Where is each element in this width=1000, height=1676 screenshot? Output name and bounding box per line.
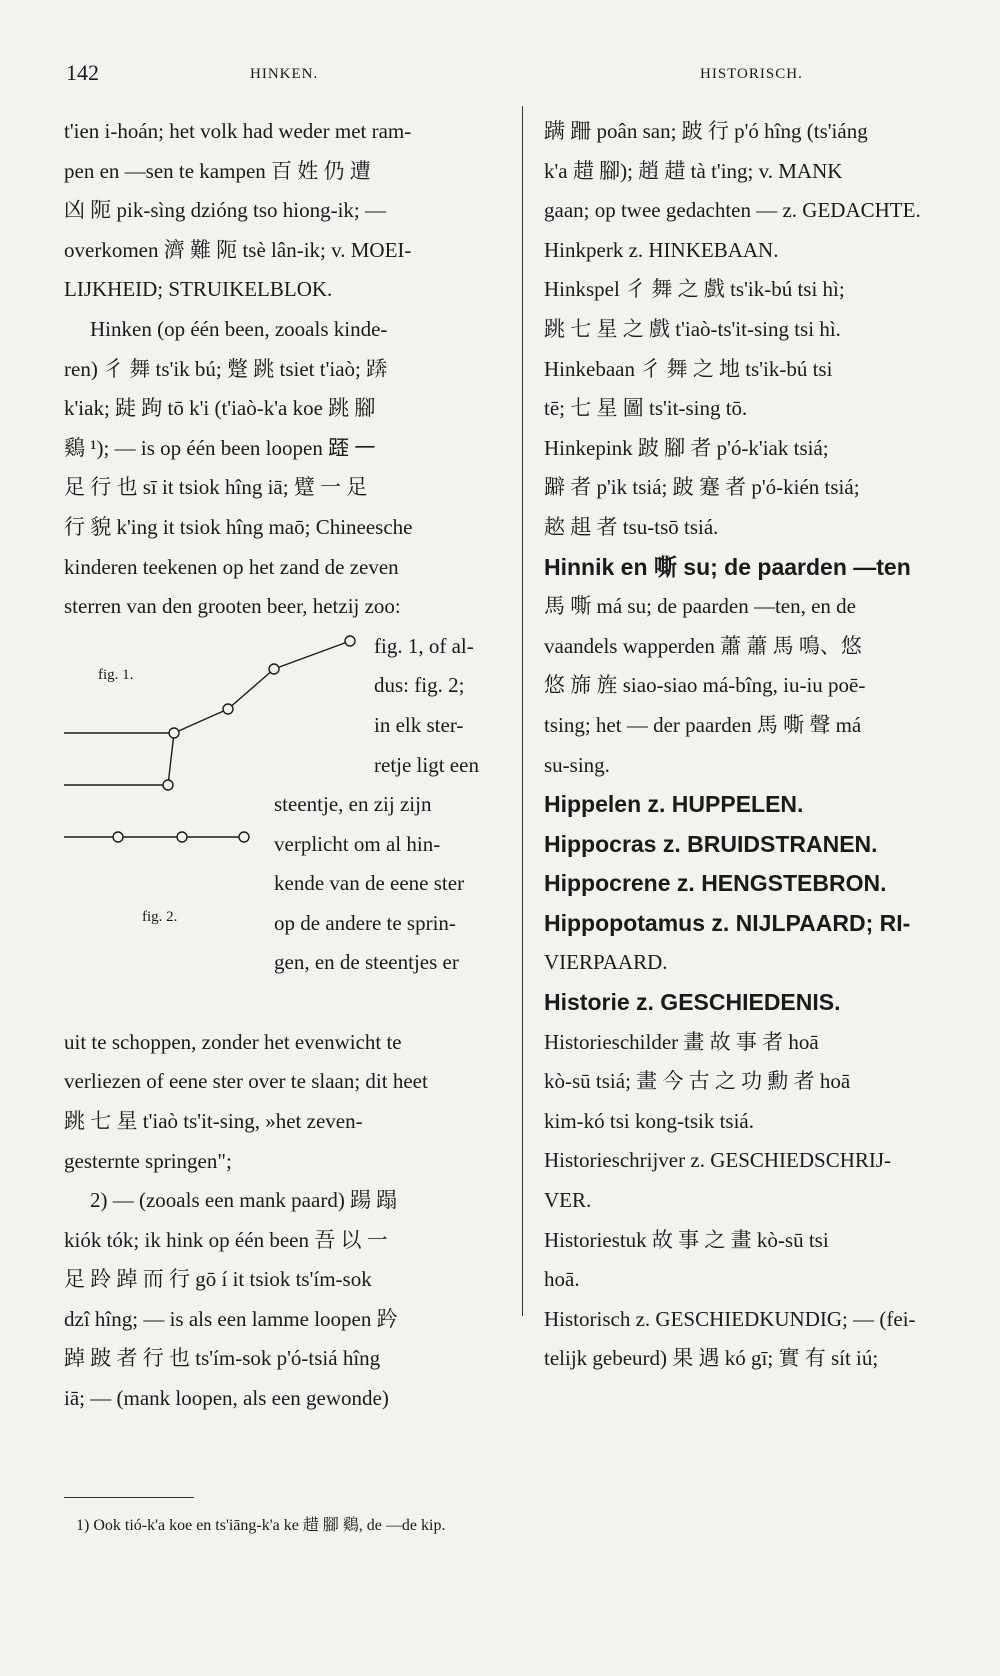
text-line: 鷄 ¹); — is op één been loopen 𨂿 一	[64, 435, 376, 460]
text-line: 馬 嘶 má su; de paarden —ten, en de	[544, 594, 856, 619]
entry-hinken: Hinken (op één been, zooals kinde-	[90, 316, 388, 341]
text-line: op de andere te sprin-	[274, 910, 456, 935]
text-line: 躃 者 p'ik tsiá; 跛 蹇 者 p'ó-kién tsiá;	[544, 475, 860, 500]
text-line: 凶 阨 pik-sìng dzióng tso hiong-ik; —	[64, 198, 386, 223]
entry-hippelen: Hippelen z. HUPPELEN.	[544, 791, 804, 818]
text-line: 行 貌 k'ing it tsiok hîng maō; Chineesche	[64, 514, 413, 539]
text-line: tsing; het — der paarden 馬 嘶 聲 má	[544, 712, 862, 737]
text-line: kim-kó tsi kong-tsik tsiá.	[544, 1108, 754, 1133]
text-line: verplicht om al hin-	[274, 831, 441, 856]
text-line: k'a 趞 腳); 趙 趞 tà t'ing; v. MANK	[544, 158, 843, 183]
text-line: gesternte springen";	[64, 1148, 232, 1173]
text-line: overkomen 濟 難 阨 tsè lân-ik; v. MOEI-	[64, 237, 412, 262]
text-line: su-sing.	[544, 752, 610, 777]
text-line: kende van de eene ster	[274, 871, 465, 896]
text-line: k'iak; 跿 跔 tō k'i (t'iaò-k'a koe 跳 腳	[64, 396, 376, 421]
entry-hinkepink: Hinkepink 跛 腳 者 p'ó-k'iak tsiá;	[544, 435, 829, 460]
fig-side-text-1	[374, 627, 504, 785]
text-line: 踔 跛 者 行 也 ts'ím-sok p'ó-tsiá hîng	[64, 1346, 381, 1371]
text-line: 2) — (zooals een mank paard) 踼 蹋	[90, 1188, 398, 1213]
column-divider	[522, 106, 523, 1316]
text-line: retje ligt een	[374, 752, 479, 777]
text-line: 跳 七 星 t'iaò ts'it-sing, »het zeven-	[64, 1108, 363, 1133]
figure-block	[64, 627, 504, 1023]
entry-hinkspel: Hinkspel 彳 舞 之 戲 ts'ik-bú tsi hì;	[544, 277, 845, 302]
entry-historiestuk: Historiestuk 故 事 之 畫 kò-sū tsi	[544, 1227, 829, 1252]
text-line: tē; 七 星 圖 ts'it-sing tō.	[544, 396, 748, 421]
text-line: iā; — (mank loopen, als een gewonde)	[64, 1386, 389, 1411]
text-line: t'ien i-hoán; het volk had weder met ram-	[64, 119, 412, 143]
entry-historieschilder: Historieschilder 畫 故 事 者 hoā	[544, 1029, 819, 1054]
text-line: 悠 旆 旌 siao-siao má-bîng, iu-iu poē-	[544, 673, 866, 698]
text-line: 足 行 也 sī it tsiok hîng iā; 躄 一 足	[64, 475, 368, 500]
entry-hippopotamus: Hippopotamus z. NIJLPAARD; RI-	[544, 909, 911, 936]
text-line: fig. 1, of al-	[374, 633, 474, 658]
text-line: 跳 七 星 之 戲 t'iaò-ts'it-sing tsi hì.	[544, 316, 841, 341]
text-line: pen en —sen te kampen 百 姓 仍 遭	[64, 158, 371, 183]
text-line: dzî hîng; — is als een lamme loopen 趻	[64, 1306, 398, 1331]
entry-hinkperk: Hinkperk z. HINKEBAAN.	[544, 237, 779, 262]
text-line: 蹒 跚 poân san; 跛 行 p'ó hîng (ts'iáng	[544, 119, 868, 143]
text-line: kò-sū tsiá; 畫 今 古 之 功 勳 者 hoā	[544, 1069, 851, 1094]
running-header	[66, 60, 960, 90]
entry-historisch: Historisch z. GESCHIEDKUNDIG; — (fei-	[544, 1306, 916, 1331]
text-line: kiók tók; ik hink op één been 吾 以 一	[64, 1227, 388, 1252]
footnote-rule	[64, 1497, 194, 1498]
text-line: vaandels wapperden 蕭 蕭 馬 鳴、悠	[544, 633, 862, 658]
text-line: sterren van den grooten beer, hetzij zoo:	[64, 594, 401, 619]
text-line: uit te schoppen, zonder het evenwicht te	[64, 1029, 402, 1054]
page-number: 142	[66, 60, 99, 85]
text-line: 足 跉 踔 而 行 gō í it tsiok ts'ím-sok	[64, 1267, 372, 1292]
text-line: gen, en de steentjes er	[274, 950, 459, 975]
fig-side-text-2	[274, 785, 504, 983]
text-line: LIJKHEID; STRUIKELBLOK.	[64, 277, 333, 302]
text-line: kinderen teekenen op het zand de zeven	[64, 554, 399, 579]
text-line: VIERPAARD.	[544, 950, 668, 975]
fig2-label: fig. 2.	[142, 908, 178, 925]
entry-hippocras: Hippocras z. BRUIDSTRANEN.	[544, 830, 878, 857]
text-line: ren) 彳 舞 ts'ik bú; 蹩 跳 tsiet t'iaò; 𨃦	[64, 356, 388, 381]
text-line: hoā.	[544, 1267, 580, 1292]
left-column	[64, 112, 504, 1419]
fig1-label: fig. 1.	[98, 666, 134, 683]
entry-hinniken: Hinnik en 嘶 su; de paarden —ten	[544, 553, 911, 580]
text-line: in elk ster-	[374, 712, 464, 737]
right-column	[544, 112, 974, 1379]
text-line: telijk gebeurd) 果 遇 kó gī; 實 有 sít iú;	[544, 1346, 879, 1371]
right-running-head: HISTORISCH.	[700, 66, 803, 82]
left-running-head: HINKEN.	[250, 66, 319, 82]
footnote: 1) Ook tió-k'a koe en ts'iāng-k'a ke 趞 腳 鷄, de —de kip.	[76, 1517, 446, 1534]
text-line: 趑 趄 者 tsu-tsō tsiá.	[544, 514, 719, 539]
entry-hippocrene: Hippocrene z. HENGSTEBRON.	[544, 870, 887, 897]
text-line: gaan; op twee gedachten — z. GEDACHTE.	[544, 198, 921, 223]
entry-hinkebaan: Hinkebaan 彳 舞 之 地 ts'ik-bú tsi	[544, 356, 833, 381]
text-line: steentje, en zij zijn	[274, 792, 432, 817]
text-line: VER.	[544, 1188, 592, 1213]
entry-historieschrijver: Historieschrijver z. GESCHIEDSCHRIJ-	[544, 1148, 892, 1173]
text-line: verliezen of eene ster over te slaan; dit heet	[64, 1069, 428, 1094]
text-line: dus: fig. 2;	[374, 673, 465, 698]
entry-historie: Historie z. GESCHIEDENIS.	[544, 989, 841, 1016]
